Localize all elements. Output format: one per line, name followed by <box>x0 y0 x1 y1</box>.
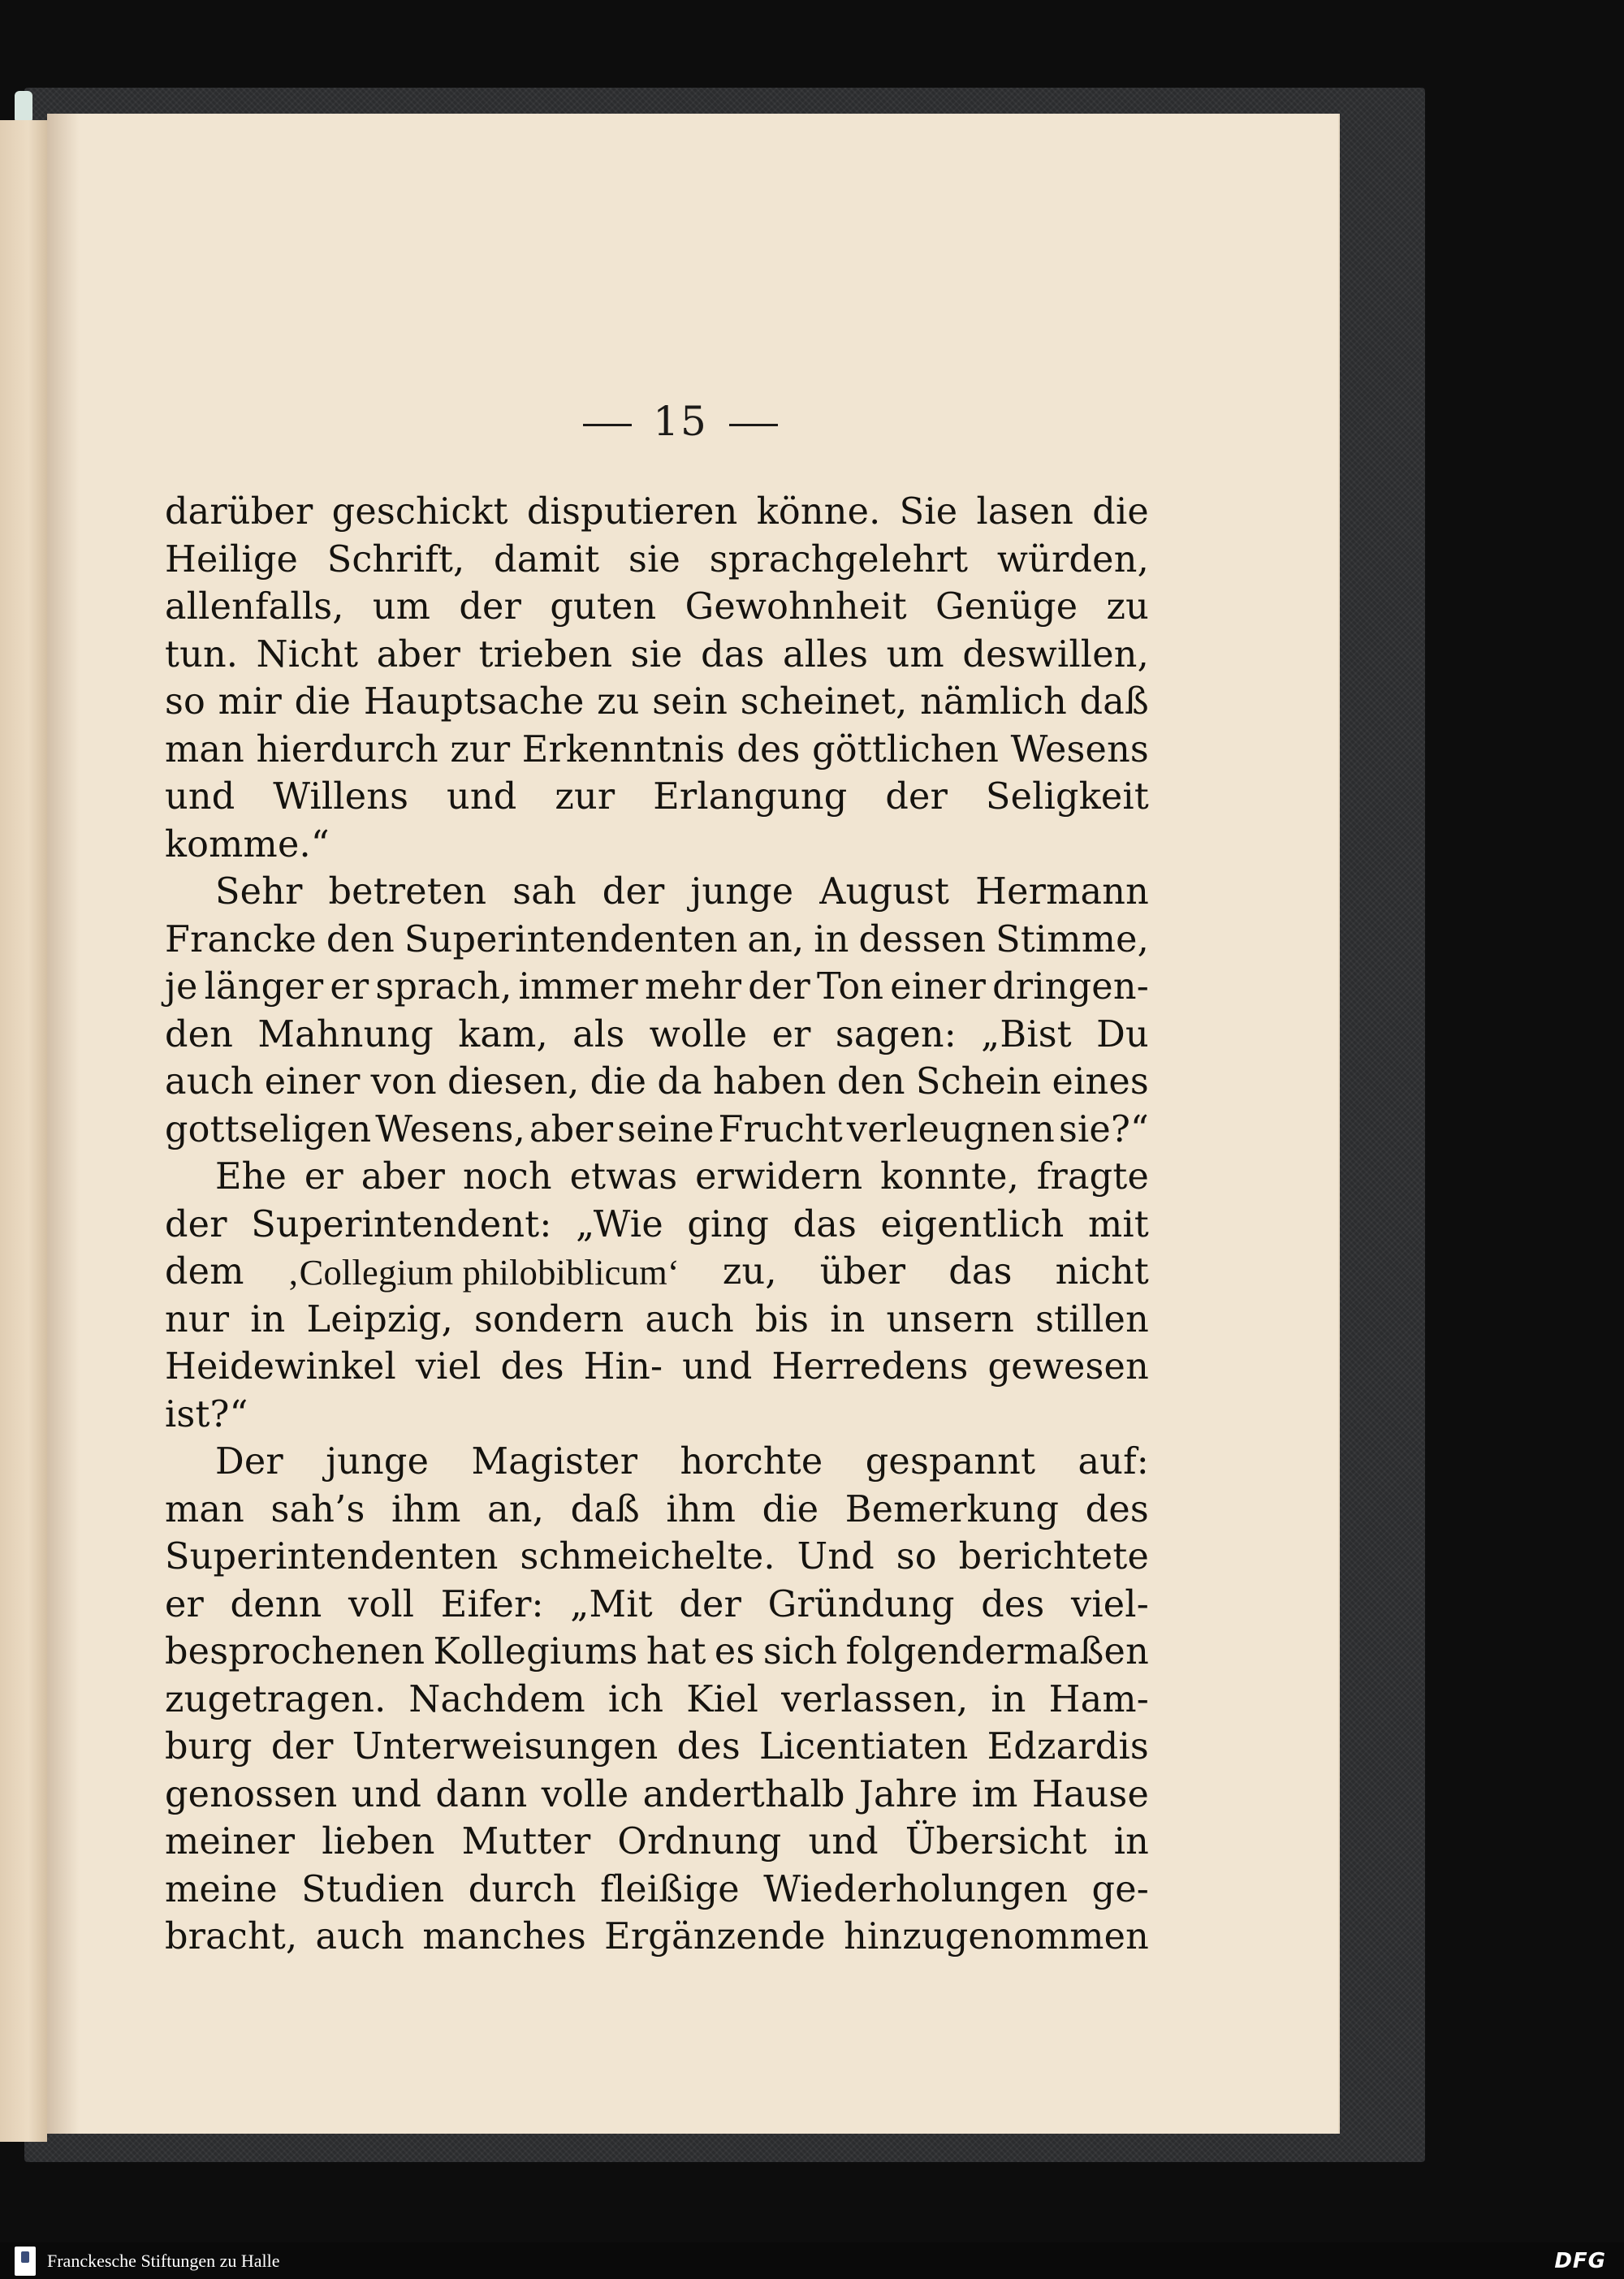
word: sagen: <box>835 1013 957 1055</box>
word: Willens <box>273 776 409 818</box>
word: mehr <box>644 966 742 1008</box>
text-line <box>165 1107 1149 1155</box>
word: erwidern <box>695 1156 863 1198</box>
word: die <box>1092 491 1149 533</box>
text-line <box>165 537 1149 585</box>
text-line <box>165 1582 1149 1629</box>
word: immer <box>518 966 638 1008</box>
word: des <box>981 1583 1045 1625</box>
word: Licentiaten <box>759 1726 969 1768</box>
word: deswillen, <box>962 633 1149 675</box>
word: haben <box>712 1061 827 1103</box>
word: zur <box>450 728 511 770</box>
word: unsern <box>886 1298 1015 1340</box>
word: besprochenen <box>165 1631 425 1673</box>
word: daß <box>1079 681 1149 723</box>
word: viel <box>415 1346 482 1388</box>
word: sprach, <box>375 966 512 1008</box>
word: länger <box>204 966 324 1008</box>
word: sie <box>630 633 683 675</box>
text-line <box>165 1487 1149 1534</box>
word: kam, <box>458 1013 548 1055</box>
text-line <box>165 1392 1149 1439</box>
word: „Mit <box>570 1583 653 1625</box>
word: seine <box>617 1108 715 1150</box>
text-line <box>165 1154 1149 1202</box>
word: da <box>657 1061 702 1103</box>
word: in <box>250 1298 286 1340</box>
word: aber <box>376 633 461 675</box>
word: Superintendent: <box>251 1203 552 1245</box>
text-line <box>165 1059 1149 1107</box>
word: hat <box>646 1631 706 1673</box>
word: damit <box>494 538 600 581</box>
text-line <box>165 1012 1149 1060</box>
word: die <box>294 681 352 723</box>
word: stillen <box>1035 1298 1149 1340</box>
word: Ergänzende <box>604 1916 826 1957</box>
word: nicht <box>1055 1251 1149 1293</box>
word: dessen <box>858 918 987 960</box>
word: Übersicht <box>905 1821 1087 1862</box>
word: aber <box>361 1156 446 1198</box>
word: Eifer: <box>440 1583 544 1625</box>
word: Jahre <box>858 1773 958 1815</box>
word: berichtete <box>958 1536 1149 1578</box>
word: Schein <box>915 1061 1042 1103</box>
word: sie?“ <box>1058 1108 1149 1150</box>
word: nämlich <box>920 681 1067 723</box>
word: Hause <box>1031 1773 1149 1815</box>
word: lieben <box>322 1821 435 1862</box>
word: Erlangung <box>653 776 848 818</box>
word: durch <box>468 1868 577 1910</box>
text-line <box>165 727 1149 775</box>
book-page <box>47 114 1338 2134</box>
word: sah’s <box>270 1488 365 1530</box>
word: voll <box>348 1583 415 1625</box>
word: fleißige <box>600 1868 740 1910</box>
word: ge- <box>1091 1868 1149 1910</box>
text-line <box>165 1297 1149 1345</box>
word: Wesens <box>1010 728 1149 770</box>
word: göttlichen <box>812 728 1000 770</box>
word: Magister <box>471 1441 638 1483</box>
text-line <box>165 584 1149 632</box>
word: Sehr <box>215 871 303 913</box>
word: sein <box>652 681 728 723</box>
word: tun. <box>165 633 239 675</box>
text-line <box>165 1724 1149 1772</box>
text-line <box>165 1202 1149 1250</box>
word: volle <box>541 1773 629 1815</box>
word: sprachgelehrt <box>709 538 969 581</box>
word: von <box>370 1061 437 1103</box>
word: den <box>326 918 395 960</box>
word: das <box>793 1203 857 1245</box>
word: würden, <box>996 538 1149 581</box>
institution-name: Franckesche Stiftungen zu Halle <box>47 2251 280 2271</box>
word: dringen- <box>992 966 1149 1008</box>
word: Ordnung <box>617 1821 782 1862</box>
word: zu, <box>722 1251 777 1293</box>
text-line <box>165 1249 1149 1297</box>
word: des <box>676 1726 741 1768</box>
text-line <box>165 632 1149 680</box>
word: ich <box>607 1678 664 1720</box>
page-gutter-shadow <box>47 114 80 2134</box>
word: allenfalls, <box>165 586 344 628</box>
word: noch <box>462 1156 552 1198</box>
text-line <box>165 489 1149 537</box>
word: fragte <box>1036 1156 1149 1198</box>
text-line <box>165 1439 1149 1487</box>
word: disputieren <box>526 491 738 533</box>
word: der <box>459 586 522 628</box>
text-line <box>165 917 1149 965</box>
word: Gewohnheit <box>685 586 907 628</box>
word: Ham- <box>1048 1678 1149 1720</box>
word: des <box>1085 1488 1149 1530</box>
word: in <box>1113 1821 1149 1862</box>
word: dem <box>165 1251 244 1293</box>
text-line <box>165 1772 1149 1819</box>
word: Seligkeit <box>985 776 1149 818</box>
word: meine <box>165 1868 278 1910</box>
word: Schrift, <box>326 538 465 581</box>
word: Superintendenten <box>404 918 738 960</box>
word: Francke <box>165 918 317 960</box>
word: Ehe <box>215 1156 287 1198</box>
word: man <box>165 728 244 770</box>
word: Wesens, <box>375 1108 525 1150</box>
word: geschickt <box>331 491 508 533</box>
word: August <box>819 871 950 913</box>
word: Leipzig, <box>306 1298 454 1340</box>
word: zur <box>555 776 615 818</box>
word: auf: <box>1078 1441 1149 1483</box>
word: das <box>948 1251 1013 1293</box>
word: Heilige <box>165 538 299 581</box>
word: horchte <box>680 1441 823 1483</box>
word: ging <box>687 1203 770 1245</box>
word: zugetragen. <box>165 1678 387 1720</box>
word: ‚Collegium philobiblicum‘ <box>287 1252 680 1293</box>
word: eines <box>1052 1061 1149 1103</box>
text-line <box>165 1629 1149 1677</box>
word: auch <box>315 1916 405 1957</box>
dash-left <box>583 424 632 426</box>
word: so <box>896 1536 937 1578</box>
word: er <box>330 966 369 1008</box>
word: Sie <box>899 491 958 533</box>
word: Der <box>215 1441 283 1483</box>
word: Du <box>1096 1013 1149 1055</box>
word: meiner <box>165 1821 296 1862</box>
word: je <box>165 966 198 1008</box>
word: Nachdem <box>408 1678 585 1720</box>
word: hierdurch <box>256 728 438 770</box>
word: Erkenntnis <box>521 728 725 770</box>
word: schmeichelte. <box>520 1536 775 1578</box>
word: die <box>590 1061 647 1103</box>
word: der <box>885 776 948 818</box>
word: auch <box>165 1061 254 1103</box>
facing-page-edge <box>0 120 47 2142</box>
dfg-logo: DFG <box>1554 2249 1606 2273</box>
word: verleugnen <box>846 1108 1056 1150</box>
word: um <box>372 586 431 628</box>
word: diesen, <box>447 1061 580 1103</box>
text-line <box>165 1819 1149 1867</box>
word: das <box>701 633 765 675</box>
word: Edzardis <box>987 1726 1149 1768</box>
word: konnte, <box>880 1156 1019 1198</box>
word: Unterweisungen <box>352 1726 659 1768</box>
word: zu <box>1106 586 1149 628</box>
word: Wiederholungen <box>763 1868 1069 1910</box>
word: Kollegiums <box>433 1631 638 1673</box>
word: um <box>886 633 944 675</box>
word: Mahnung <box>257 1013 434 1055</box>
text-line <box>165 869 1149 917</box>
text-line <box>165 1344 1149 1392</box>
cover-edge <box>15 91 32 123</box>
dash-right <box>729 424 778 426</box>
word: sie <box>628 538 681 581</box>
word: er <box>165 1583 205 1625</box>
word: mit <box>1088 1203 1149 1245</box>
word: Superintendenten <box>165 1536 499 1578</box>
text-line <box>165 964 1149 1012</box>
word: und <box>682 1346 753 1388</box>
word: ist?“ <box>165 1393 248 1435</box>
word: „Bist <box>981 1013 1072 1055</box>
word: man <box>165 1488 244 1530</box>
word: des <box>500 1346 564 1388</box>
word: sondern <box>474 1298 624 1340</box>
word: eigentlich <box>880 1203 1065 1245</box>
word: ihm <box>391 1488 461 1530</box>
word: auch <box>645 1298 735 1340</box>
word: der <box>270 1726 334 1768</box>
word: Hermann <box>975 871 1149 913</box>
word: manches <box>422 1916 586 1957</box>
word: gespannt <box>865 1441 1036 1483</box>
word: Frucht <box>718 1108 843 1150</box>
word: Herredens <box>771 1346 969 1388</box>
word: Genüge <box>935 586 1078 628</box>
word: den <box>836 1061 905 1103</box>
word: aber <box>529 1108 614 1150</box>
word: guten <box>550 586 657 628</box>
word: junge <box>326 1441 430 1483</box>
word: junge <box>690 871 794 913</box>
text-line <box>165 1534 1149 1582</box>
word: Ton <box>816 966 884 1008</box>
text-line <box>165 1914 1149 1962</box>
word: den <box>165 1013 234 1055</box>
word: als <box>572 1013 625 1055</box>
word: denn <box>230 1583 322 1625</box>
word: Gründung <box>767 1583 955 1625</box>
word: gewesen <box>987 1346 1149 1388</box>
word: darüber <box>165 491 313 533</box>
word: Bemerkung <box>844 1488 1060 1530</box>
word: einer <box>890 966 987 1008</box>
word: in <box>814 918 849 960</box>
word: in <box>991 1678 1026 1720</box>
word: und <box>447 776 517 818</box>
word: Stimme, <box>996 918 1149 960</box>
word: Studien <box>301 1868 445 1910</box>
word: viel- <box>1070 1583 1149 1625</box>
word: nur <box>165 1298 230 1340</box>
word: bracht, <box>165 1916 298 1957</box>
word: an, <box>747 918 805 960</box>
body-text <box>165 489 1149 1962</box>
word: Mutter <box>461 1821 591 1862</box>
footer-bar <box>0 2242 1624 2279</box>
word: könne. <box>756 491 881 533</box>
word: bis <box>755 1298 810 1340</box>
word: er <box>771 1013 811 1055</box>
word: Hin- <box>583 1346 663 1388</box>
word: komme.“ <box>165 823 330 865</box>
word: und <box>165 776 235 818</box>
word: der <box>748 966 810 1008</box>
word: der <box>679 1583 742 1625</box>
word: mir <box>218 681 282 723</box>
word: in <box>830 1298 866 1340</box>
word: einer <box>264 1061 361 1103</box>
word: der <box>165 1203 227 1245</box>
word: Hauptsache <box>363 681 585 723</box>
word: über <box>819 1251 906 1293</box>
word: anderthalb <box>642 1773 845 1815</box>
word: die <box>762 1488 819 1530</box>
word: alles <box>783 633 869 675</box>
word: scheinet, <box>740 681 908 723</box>
word: an, <box>487 1488 545 1530</box>
word: Heidewinkel <box>165 1346 396 1388</box>
institution-logo-icon <box>15 2247 36 2276</box>
word: des <box>736 728 801 770</box>
word: und <box>808 1821 879 1862</box>
word: gottseligen <box>165 1108 372 1150</box>
word: sich <box>762 1631 838 1673</box>
word: im <box>971 1773 1018 1815</box>
word: etwas <box>569 1156 678 1198</box>
word: genossen <box>165 1773 338 1815</box>
text-line <box>165 774 1149 822</box>
page-number-header <box>47 398 1314 445</box>
word: der <box>602 871 665 913</box>
text-line <box>165 822 1149 870</box>
word: er <box>304 1156 343 1198</box>
word: „Wie <box>576 1203 663 1245</box>
word: Und <box>797 1536 875 1578</box>
word: trieben <box>478 633 613 675</box>
word: es <box>714 1631 755 1673</box>
text-line <box>165 1677 1149 1724</box>
word: daß <box>570 1488 640 1530</box>
word: burg <box>165 1726 253 1768</box>
page-number: 15 <box>653 398 708 445</box>
word: so <box>165 681 206 723</box>
word: zu <box>597 681 640 723</box>
word: hinzugenommen <box>844 1916 1149 1957</box>
word: Kiel <box>686 1678 759 1720</box>
text-line <box>165 1867 1149 1914</box>
word: und <box>351 1773 422 1815</box>
word: wolle <box>649 1013 748 1055</box>
word: betreten <box>328 871 487 913</box>
word: verlassen, <box>781 1678 969 1720</box>
word: sah <box>512 871 577 913</box>
word: folgendermaßen <box>845 1631 1149 1673</box>
word: ihm <box>666 1488 736 1530</box>
word: Nicht <box>256 633 359 675</box>
word: lasen <box>976 491 1074 533</box>
word: dann <box>435 1773 528 1815</box>
text-line <box>165 679 1149 727</box>
